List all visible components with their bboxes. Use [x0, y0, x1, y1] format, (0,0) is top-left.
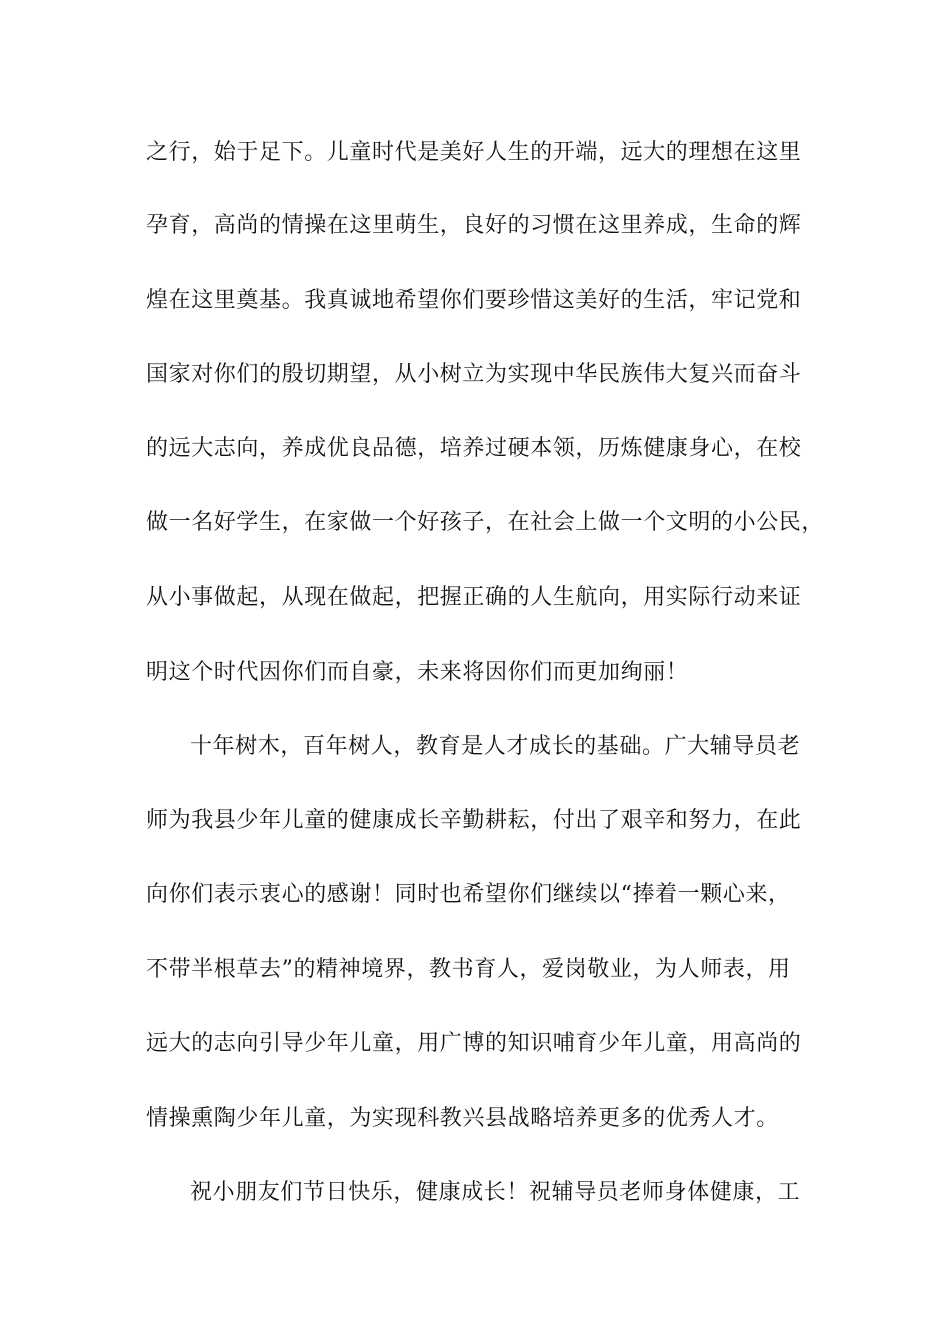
text-line: 向你们表示衷心的感谢！同时也希望你们继续以“捧着一颗心来， [146, 882, 791, 907]
text-line: 之行，始于足下。儿童时代是美好人生的开端，远大的理想在这里 [146, 140, 802, 165]
text-line: 煌在这里奠基。我真诚地希望你们要珍惜这美好的生活，牢记党和 [146, 288, 802, 313]
text-line: 明这个时代因你们而自豪，未来将因你们而更加绚丽！ [146, 660, 689, 685]
text-line: 情操熏陶少年儿童，为实现科教兴县战略培养更多的优秀人才。 [146, 1106, 779, 1131]
text-line: 远大的志向引导少年儿童，用广博的知识哺育少年儿童，用高尚的 [146, 1031, 802, 1056]
text-line: 十年树木，百年树人，教育是人才成长的基础。广大辅导员老 [190, 734, 801, 759]
text-line: 做一名好学生，在家做一个好孩子，在社会上做一个文明的小公民， [146, 510, 825, 535]
text-line: 不带半根草去”的精神境界，教书育人，爱岗敬业，为人师表，用 [146, 957, 791, 982]
text-line: 从小事做起，从现在做起，把握正确的人生航向，用实际行动来证 [146, 585, 802, 610]
text-line: 祝小朋友们节日快乐，健康成长！祝辅导员老师身体健康，工 [190, 1180, 801, 1205]
text-line: 师为我县少年儿童的健康成长辛勤耕耘，付出了艰辛和努力，在此 [146, 808, 802, 833]
text-line: 的远大志向，养成优良品德，培养过硬本领，历炼健康身心，在校 [146, 436, 802, 461]
text-line: 国家对你们的殷切期望，从小树立为实现中华民族伟大复兴而奋斗 [146, 362, 802, 387]
text-line: 孕育，高尚的情操在这里萌生，良好的习惯在这里养成，生命的辉 [146, 213, 802, 238]
